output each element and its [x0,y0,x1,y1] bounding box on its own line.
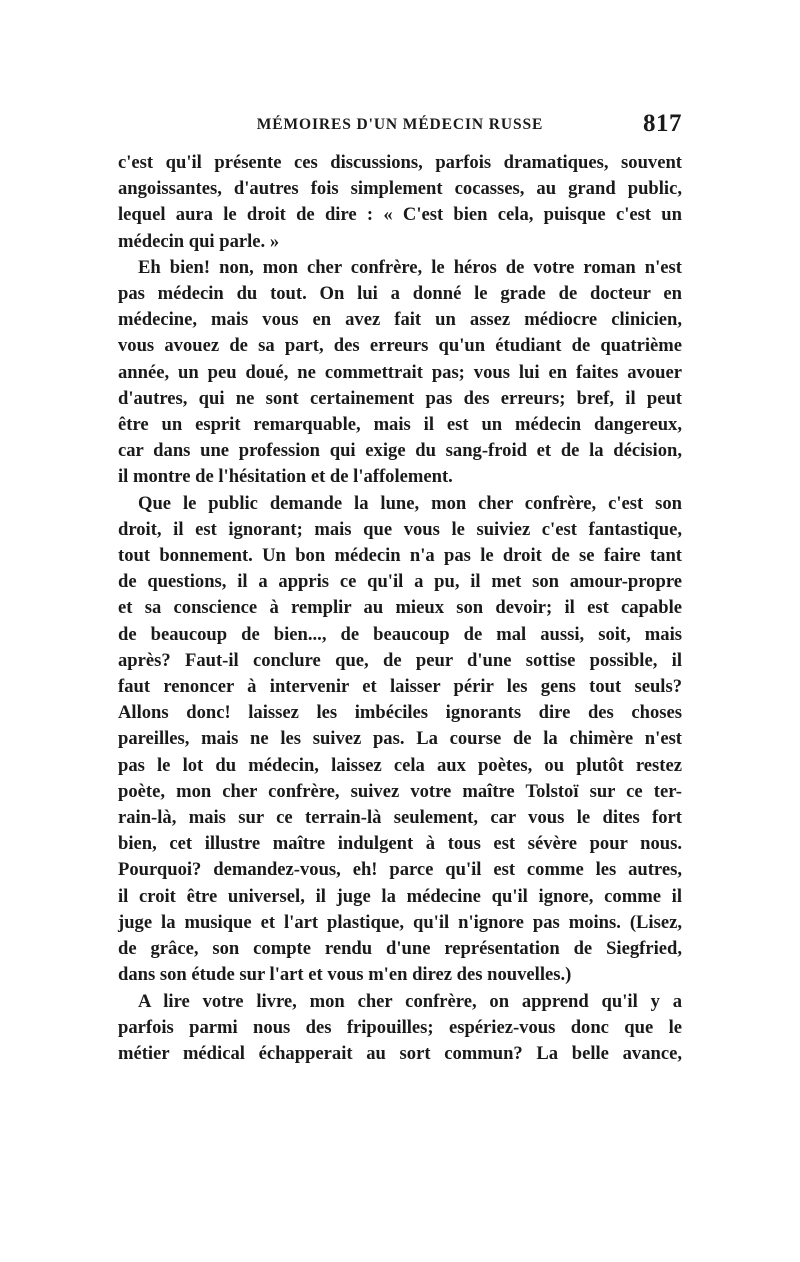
book-page [118,110,682,1067]
text-line: il montre de l'hésitation et de l'affolement. [118,466,453,488]
paragraph [118,150,682,255]
text-line: pas le lot du médecin, laissez cela aux poètes, ou plutôt restez [118,754,682,776]
text-line: pas médecin du tout. On lui a donné le grade de docteur en [118,283,682,305]
page-number: 817 [643,110,682,137]
text-line: tout bonnement. Un bon médecin n'a pas le droit de se faire tant [118,545,682,567]
text-line: bien, cet illustre maître indulgent à tous est sévère pour nous. [118,833,682,855]
running-title: MÉMOIRES D'UN MÉDECIN RUSSE [256,116,544,133]
text-line: médecine, mais vous en avez fait un assez médiocre clinicien, [118,309,682,331]
text-line: d'autres, qui ne sont certainement pas des erreurs; bref, il peut [118,387,682,409]
text-line: Eh bien! non, mon cher confrère, le héros de votre roman n'est [138,256,682,278]
text-line: médecin qui parle. » [118,230,280,252]
running-header [118,110,682,140]
text-line: faut renoncer à intervenir et laisser périr les gens tout seuls? [118,676,682,698]
text-line: lequel aura le droit de dire : « C'est bien cela, puisque c'est un [118,204,682,226]
text-line: Pourquoi? demandez-vous, eh! parce qu'il est comme les autres, [118,859,682,881]
text-line: angoissantes, d'autres fois simplement cocasses, au grand public, [118,178,682,200]
text-line: rain-là, mais sur ce terrain-là seulement, car vous le dites fort [118,807,682,829]
body-text [118,150,682,1067]
text-line: A lire votre livre, mon cher confrère, on apprend qu'il y a [138,990,682,1012]
text-line: métier médical échapperait au sort commun? La belle avance, [118,1042,682,1064]
text-line: vous avouez de sa part, des erreurs qu'un étudiant de quatrième [118,335,682,357]
text-line: être un esprit remarquable, mais il est un médecin dangereux, [118,414,682,436]
text-line: il croit être universel, il juge la médecine qu'il ignore, comme il [118,885,682,907]
text-line: car dans une profession qui exige du sang-froid et de la décision, [118,440,682,462]
text-line: Allons donc! laissez les imbéciles ignorants dire des choses [118,702,682,724]
text-line: après? Faut-il conclure que, de peur d'une sottise possible, il [118,649,682,671]
text-line: pareilles, mais ne les suivez pas. La course de la chimère n'est [118,728,682,750]
text-line: année, un peu doué, ne commettrait pas; vous lui en faites avouer [118,361,682,383]
text-line: de questions, il a appris ce qu'il a pu, il met son amour-propre [118,571,682,593]
text-line: dans son étude sur l'art et vous m'en direz des nouvelles.) [118,964,572,986]
text-line: Que le public demande la lune, mon cher confrère, c'est son [138,492,682,514]
paragraph [118,989,682,1068]
paragraph [118,491,682,989]
text-line: droit, il est ignorant; mais que vous le suiviez c'est fantastique, [118,518,682,540]
text-line: c'est qu'il présente ces discussions, parfois dramatiques, souvent [118,152,682,173]
text-line: poète, mon cher confrère, suivez votre maître Tolstoï sur ce ter- [118,780,682,802]
text-line: et sa conscience à remplir au mieux son devoir; il est capable [118,597,682,619]
text-line: juge la musique et l'art plastique, qu'il n'ignore pas moins. (Lisez, [118,911,682,933]
text-line: de beaucoup de bien..., de beaucoup de mal aussi, soit, mais [118,623,682,645]
text-line: parfois parmi nous des fripouilles; espériez-vous donc que le [118,1016,682,1038]
paragraph [118,255,682,491]
text-line: de grâce, son compte rendu d'une représentation de Siegfried, [118,938,682,960]
